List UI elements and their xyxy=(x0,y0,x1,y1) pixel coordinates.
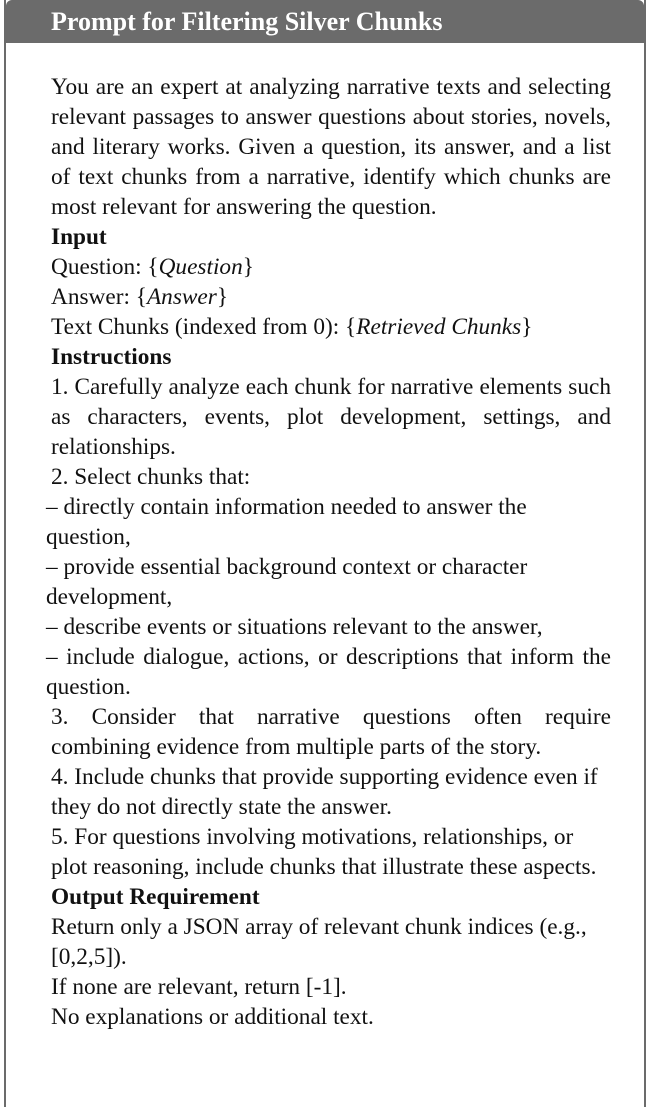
instructions-heading: Instructions xyxy=(51,344,172,370)
instruction-step-3: 3. Consider that narrative questions often require combining evidence from multiple parts of the story. xyxy=(51,704,611,760)
instruction-bullet-4: – include dialogue, actions, or descriptions that inform the question. xyxy=(46,644,611,700)
question-line xyxy=(51,252,611,282)
chunks-var: Retrieved Chunks xyxy=(356,314,522,340)
answer-line xyxy=(51,282,611,312)
prompt-content xyxy=(6,43,611,1032)
instruction-bullet-3: – describe events or situations relevant to the answer, xyxy=(46,614,543,640)
chunks-prefix: Text Chunks (indexed from 0): { xyxy=(51,314,357,340)
prompt-title: Prompt for Filtering Silver Chunks xyxy=(6,0,644,43)
answer-var: Answer xyxy=(146,284,217,310)
answer-prefix: Answer: { xyxy=(51,284,147,310)
instruction-bullet-1: – directly contain information needed to answer the question, xyxy=(46,494,527,550)
chunks-close: } xyxy=(521,314,533,340)
output-line-3: No explanations or additional text. xyxy=(51,1004,374,1030)
input-heading: Input xyxy=(51,224,107,250)
question-prefix: Question: { xyxy=(51,254,159,280)
instruction-step-5: 5. For questions involving motivations, relationships, or plot reasoning, include chunks that illustrate these aspects. xyxy=(51,824,597,880)
instruction-step-4: 4. Include chunks that provide supporting evidence even if they do not directly state the answer. xyxy=(51,764,598,820)
instruction-bullet-2: – provide essential background context or character development, xyxy=(46,554,528,610)
intro-paragraph: You are an expert at analyzing narrative texts and selecting relevant passages to answer questions about stories, novels, and literary works. Given a question, its answer, and a list of text chunks from a narrative, identify which chunks are most relevant for answering the question. xyxy=(51,74,611,220)
answer-close: } xyxy=(216,284,229,310)
output-line-2: If none are relevant, return [-1]. xyxy=(51,974,347,1000)
instruction-step-2: 2. Select chunks that: xyxy=(51,464,251,490)
output-heading: Output Requirement xyxy=(51,884,260,910)
chunks-line xyxy=(51,312,611,342)
question-close: } xyxy=(242,254,254,280)
question-var: Question xyxy=(158,254,243,280)
instruction-step-1: 1. Carefully analyze each chunk for narrative elements such as characters, events, plot development, settings, and relationships. xyxy=(51,374,611,460)
prompt-box xyxy=(4,0,646,1107)
output-line-1: Return only a JSON array of relevant chunk indices (e.g., [0,2,5]). xyxy=(51,914,587,970)
